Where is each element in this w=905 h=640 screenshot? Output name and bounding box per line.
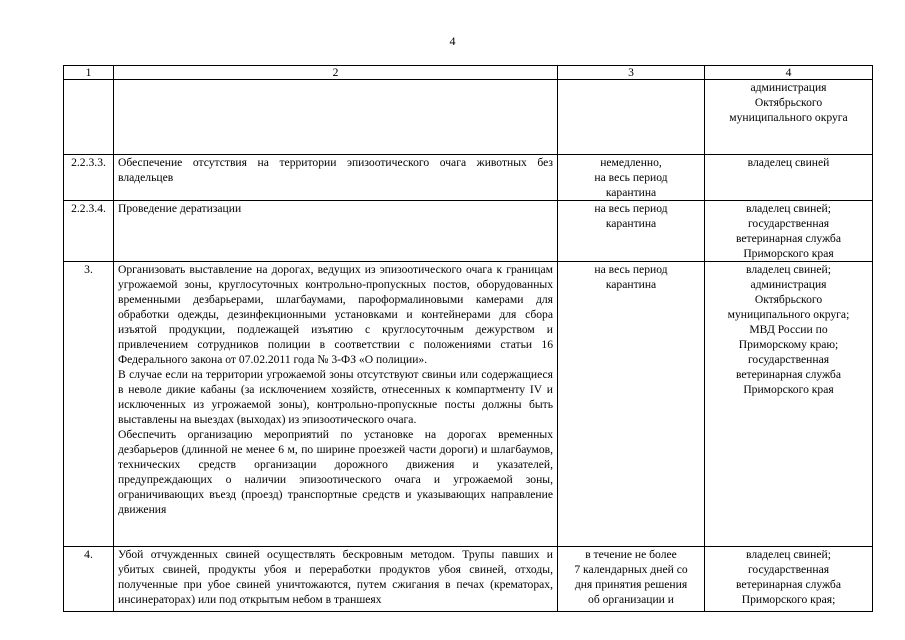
row-number — [64, 80, 114, 155]
row-number: 2.2.3.3. — [64, 155, 114, 201]
term-cell — [558, 262, 705, 547]
responsible-line: ветеринарная служба — [736, 368, 841, 381]
responsible-cell — [705, 262, 873, 547]
responsible-line: администрация — [750, 278, 827, 291]
responsible-line: муниципального округа — [729, 111, 848, 124]
responsible-line: Приморского края — [743, 383, 834, 396]
row-number: 3. — [64, 262, 114, 547]
measure-text: Проведение дератизации — [118, 202, 242, 215]
measure-cell — [114, 80, 558, 155]
term-cell — [558, 155, 705, 201]
measure-text: Убой отчужденных свиней осуществлять бескровным методом. Трупы павших и убитых свиней, продукты убоя и переработки продуктов убоя свиней, отходы, полученные при убое свиней уничтожаются, путем сжигания в печах (крематорах, инсинераторах) или под открытым небом в траншеях — [118, 548, 553, 606]
responsible-line: Октябрьского — [754, 293, 823, 306]
row-number: 4. — [64, 547, 114, 612]
responsible-line: Приморского края — [743, 247, 834, 260]
term-cell — [558, 547, 705, 612]
row-number: 2.2.3.4. — [64, 201, 114, 262]
measure-cell — [114, 262, 558, 547]
responsible-line: МВД России по — [749, 323, 828, 336]
responsible-cell — [705, 155, 873, 201]
responsible-line: Приморскому краю; — [738, 338, 839, 351]
term-line: карантина — [605, 186, 657, 199]
term-line: немедленно, — [600, 156, 662, 169]
measure-cell — [114, 155, 558, 201]
measure-paragraph: Обеспечить организацию мероприятий по установке на дорогах временных дезбарьеров (длинной не менее 6 м, по ширине проезжей части дороги) и шлагбаумов, технических средств организации дорожного движения и указателей, предупреждающих о наличии эпизоотического очага и угрожаемой зоны, ограничивающих въезд (проезд) транспортные средств и указывающих направление движения — [118, 428, 553, 516]
responsible-line: государственная — [747, 563, 830, 576]
column-header-4: 4 — [705, 66, 873, 80]
measure-cell — [114, 201, 558, 262]
responsible-line: владелец свиней; — [746, 202, 831, 215]
responsible-cell — [705, 201, 873, 262]
responsible-line: муниципального округа; — [727, 308, 850, 321]
term-line: на весь период — [594, 171, 668, 184]
measure-paragraph: Организовать выставление на дорогах, ведущих из эпизоотического очага к границам угрожаемой зоны, круглосуточных контрольно-пропускных постов, оборудованных временными дезбарьерами, шлагбаумами, пароформалиновыми камерами для обработки одежды, дезинфекционными установками и контейнерами для сбора изъятой продукции, подлежащей изъятию с круглосуточным дежурством и привлечением сотрудников полиции в соответствии с положениями статьи 16 Федерального закона от 07.02.2011 года № 3-ФЗ «О полиции». — [118, 263, 553, 366]
table-row — [64, 201, 873, 262]
responsible-line: государственная — [747, 353, 830, 366]
table-header-row — [64, 66, 873, 80]
term-line: об организации и — [588, 593, 674, 606]
term-line: дня принятия решения — [574, 578, 688, 591]
responsible-line: ветеринарная служба — [736, 232, 841, 245]
responsible-line: владелец свиней; — [746, 263, 831, 276]
table-row — [64, 547, 873, 612]
responsible-line: владелец свиней; — [746, 548, 831, 561]
table-row — [64, 262, 873, 547]
column-header-2: 2 — [114, 66, 558, 80]
responsible-line: владелец свиней — [747, 156, 830, 169]
term-line: карантина — [605, 278, 657, 291]
responsible-line: администрация — [750, 81, 827, 94]
table-row — [64, 155, 873, 201]
column-header-3: 3 — [558, 66, 705, 80]
term-line: карантина — [605, 217, 657, 230]
measure-text: Обеспечение отсутствия на территории эпизоотического очага животных без владельцев — [118, 156, 553, 184]
responsible-cell — [705, 547, 873, 612]
table-row — [64, 80, 873, 155]
term-line: 7 календарных дней со — [574, 563, 688, 576]
page-number: 4 — [449, 34, 456, 48]
responsible-line: ветеринарная служба — [736, 578, 841, 591]
measures-table — [63, 65, 873, 612]
responsible-line: Октябрьского — [754, 96, 823, 109]
responsible-line: государственная — [747, 217, 830, 230]
column-header-1: 1 — [64, 66, 114, 80]
term-cell — [558, 201, 705, 262]
term-line: на весь период — [594, 263, 668, 276]
term-line: в течение не более — [585, 548, 677, 561]
measure-cell — [114, 547, 558, 612]
responsible-line: Приморского края; — [741, 593, 836, 606]
measure-paragraph: В случае если на территории угрожаемой зоны отсутствуют свиньи или содержащиеся в неволе дикие кабаны (за исключением хозяйств, отнесенных к компартменту IV и исключенных из угрожаемой зоны), контрольно-пропускные посты должны быть выставлены на выездах (выходах) из эпизоотического очага. — [118, 368, 553, 426]
term-cell — [558, 80, 705, 155]
responsible-cell — [705, 80, 873, 155]
term-line: на весь период — [594, 202, 668, 215]
